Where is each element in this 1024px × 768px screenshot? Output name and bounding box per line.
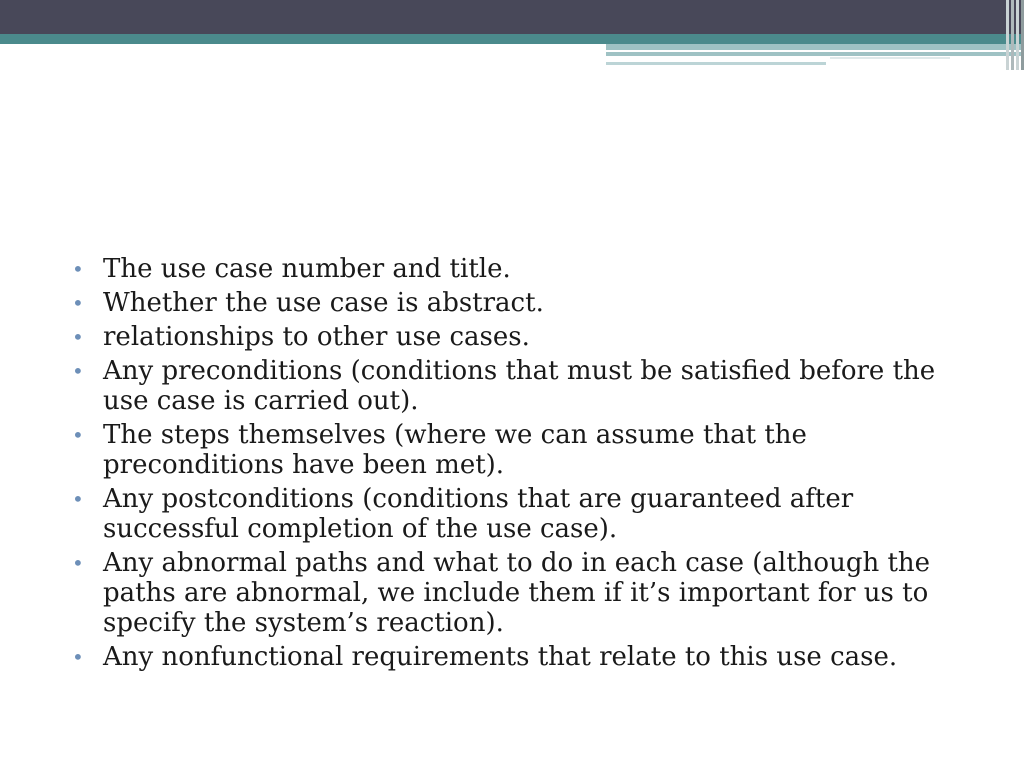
bullet-icon: • <box>72 551 84 575</box>
header-bar <box>0 0 1024 34</box>
list-item <box>72 420 972 480</box>
list-item <box>72 356 972 416</box>
bullet-icon: • <box>72 291 84 315</box>
bullet-icon: • <box>72 359 84 383</box>
list-item <box>72 254 972 284</box>
list-item-text: Any postconditions (conditions that are guaranteed after successful completion of the use case). <box>103 484 854 544</box>
header-teal-band <box>0 34 1024 44</box>
list-item-text: The use case number and title. <box>103 254 511 284</box>
bullet-icon: • <box>72 645 84 669</box>
list-item <box>72 484 972 544</box>
bullet-list <box>72 254 972 676</box>
bullet-icon: • <box>72 257 84 281</box>
bullet-icon: • <box>72 487 84 511</box>
corner-stripes-decoration <box>992 0 1024 70</box>
bullet-icon: • <box>72 423 84 447</box>
list-item-text: relationships to other use cases. <box>103 322 530 352</box>
header-accent-line <box>606 52 1024 56</box>
list-item <box>72 548 972 638</box>
list-item-text: The steps themselves (where we can assume that the preconditions have been met). <box>103 420 807 480</box>
list-item <box>72 322 972 352</box>
list-item-text: Any abnormal paths and what to do in each case (although the paths are abnormal, we include them if it’s important for us to specify the system’s reaction). <box>103 548 931 638</box>
header-notch <box>0 44 606 50</box>
header-accent-line <box>830 57 950 59</box>
list-item-text: Whether the use case is abstract. <box>103 288 544 318</box>
bullet-icon: • <box>72 325 84 349</box>
list-item-text: Any preconditions (conditions that must be satisfied before the use case is carried out). <box>103 356 936 416</box>
list-item <box>72 642 972 672</box>
list-item <box>72 288 972 318</box>
list-item-text: Any nonfunctional requirements that relate to this use case. <box>103 642 898 672</box>
header-accent-line <box>606 62 826 65</box>
